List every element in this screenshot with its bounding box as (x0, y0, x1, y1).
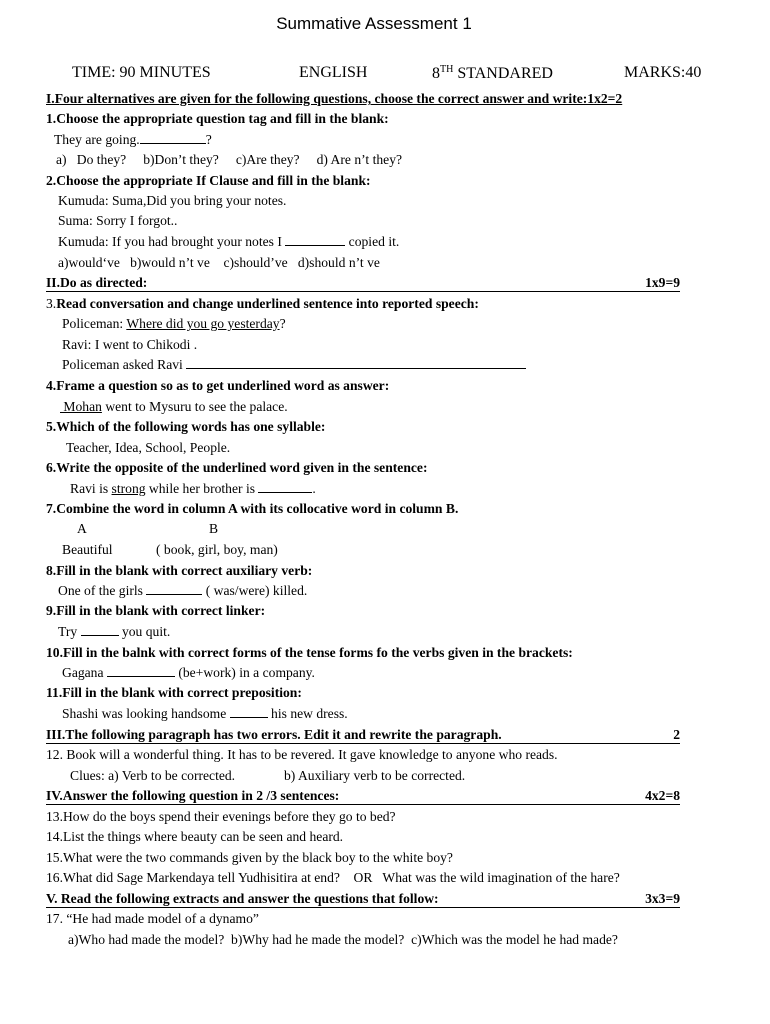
question-13: 13.How do the boys spend their evenings before they go to bed? (46, 809, 396, 824)
question-2-options: a)would‘ve b)would n’t ve c)should’ve d)should n’t ve (58, 255, 380, 270)
question-7-word: Beautiful (62, 542, 113, 557)
question-3-line-2: Ravi: I went to Chikodi . (62, 337, 198, 352)
section-heading-2: II.Do as directed: 1x9=9 (46, 275, 680, 290)
subject-label: ENGLISH (299, 64, 368, 81)
section-heading-3: III.The following paragraph has two errors. Edit it and rewrite the paragraph. 2 (46, 727, 680, 742)
marks-label: MARKS:40 (624, 64, 702, 81)
question-9-sentence: Try you quit. (58, 624, 171, 639)
question-12-clue-b: b) Auxiliary verb to be corrected. (284, 768, 466, 783)
question-1-heading: 1.Choose the appropriate question tag and fill in the blank: (46, 111, 389, 126)
question-1-options: a) Do they? b)Don’t they? c)Are they? d) Are n’t they? (56, 152, 403, 167)
time-label: TIME: 90 MINUTES (72, 64, 211, 81)
column-a-label: A (77, 521, 87, 536)
question-3-line-1: Policeman: Where did you go yesterday? (62, 316, 286, 331)
question-16: 16.What did Sage Markendaya tell Yudhisitira at end? OR What was the wild imagination of the hare? (46, 870, 620, 885)
question-5-heading: 5.Which of the following words has one syllable: (46, 419, 326, 434)
question-8-heading: 8.Fill in the blank with correct auxiliary verb: (46, 563, 313, 578)
question-6-heading: 6.Write the opposite of the underlined word given in the sentence: (46, 460, 428, 475)
standard-label: 8TH STANDARED (432, 64, 553, 82)
question-8-sentence: One of the girls ( was/were) killed. (58, 583, 308, 598)
column-b-label: B (209, 521, 219, 536)
section-heading-4: IV.Answer the following question in 2 /3 sentences: 4x2=8 (46, 788, 680, 803)
question-2-line-2: Suma: Sorry I forgot.. (58, 213, 178, 228)
question-3-heading: 3.Read conversation and change underlined sentence into reported speech: (46, 296, 479, 311)
question-12-clue-a: Clues: a) Verb to be corrected. (70, 768, 236, 783)
question-12-text: 12. Book will a wonderful thing. It has to be revered. It gave knowledge to anyone who reads. (46, 747, 558, 762)
question-11-sentence: Shashi was looking handsome his new dress. (62, 706, 348, 721)
question-2-heading: 2.Choose the appropriate If Clause and fill in the blank: (46, 173, 371, 188)
section-heading-5: V. Read the following extracts and answer the questions that follow: 3x3=9 (46, 891, 680, 906)
question-5-words: Teacher, Idea, School, People. (66, 440, 231, 455)
question-15: 15.What were the two commands given by the black boy to the white boy? (46, 850, 453, 865)
question-2-line-1: Kumuda: Suma,Did you bring your notes. (58, 193, 287, 208)
question-7-options: ( book, girl, boy, man) (156, 542, 278, 557)
question-1-stem: They are going. ? (54, 132, 212, 147)
question-2-line-3: Kumuda: If you had brought your notes I copied it. (58, 234, 400, 249)
page-title: Summative Assessment 1 (276, 14, 472, 33)
question-3-line-3: Policeman asked Ravi (62, 358, 526, 372)
question-6-sentence: Ravi is strong while her brother is . (70, 481, 316, 496)
question-10-heading: 10.Fill in the balnk with correct forms of the tense forms fo the verbs given in the brackets: (46, 645, 573, 660)
question-9-heading: 9.Fill in the blank with correct linker: (46, 603, 266, 618)
question-7-heading: 7.Combine the word in column A with its collocative word in column B. (46, 501, 459, 516)
question-11-heading: 11.Fill in the blank with correct preposition: (46, 685, 302, 700)
question-14: 14.List the things where beauty can be seen and heard. (46, 829, 344, 844)
question-17-parts: a)Who had made the model? b)Why had he made the model? c)Which was the model he had made? (68, 932, 618, 947)
question-10-sentence: Gagana (be+work) in a company. (62, 665, 315, 680)
question-17-text: 17. “He had made model of a dynamo” (46, 911, 259, 926)
question-4-heading: 4.Frame a question so as to get underlined word as answer: (46, 378, 390, 393)
question-4-sentence: Mohan went to Mysuru to see the palace. (60, 399, 288, 414)
section-heading-1: I.Four alternatives are given for the following questions, choose the correct answer and write:1x2=2 (46, 91, 623, 106)
